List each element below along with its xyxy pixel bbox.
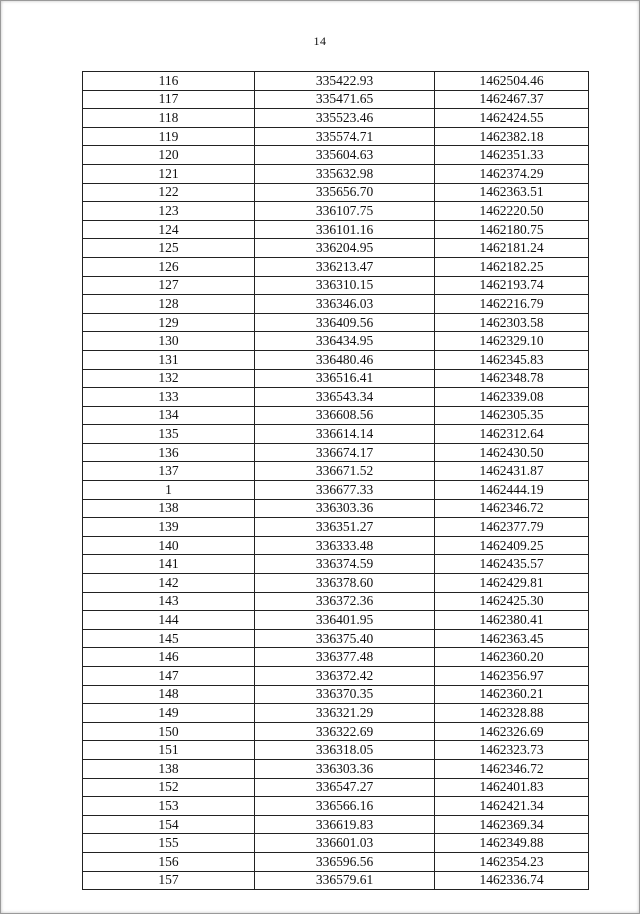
table-row (83, 276, 589, 295)
x-coordinate-cell: 336619.83 (255, 815, 435, 834)
table-row (83, 741, 589, 760)
x-coordinate-cell: 336601.03 (255, 834, 435, 853)
x-coordinate-cell: 336671.52 (255, 462, 435, 481)
x-coordinate-cell: 336409.56 (255, 313, 435, 332)
point-number-cell: 121 (83, 164, 255, 183)
y-coordinate-cell: 1462345.83 (435, 350, 589, 369)
point-number-cell: 142 (83, 574, 255, 593)
y-coordinate-cell: 1462339.08 (435, 388, 589, 407)
y-coordinate-cell: 1462329.10 (435, 332, 589, 351)
y-coordinate-cell: 1462401.83 (435, 778, 589, 797)
point-number-cell: 143 (83, 592, 255, 611)
table-row (83, 425, 589, 444)
point-number-cell: 141 (83, 555, 255, 574)
y-coordinate-cell: 1462363.45 (435, 629, 589, 648)
x-coordinate-cell: 336303.36 (255, 759, 435, 778)
table-row (83, 313, 589, 332)
y-coordinate-cell: 1462431.87 (435, 462, 589, 481)
point-number-cell: 124 (83, 220, 255, 239)
x-coordinate-cell: 336614.14 (255, 425, 435, 444)
x-coordinate-cell: 335574.71 (255, 127, 435, 146)
y-coordinate-cell: 1462421.34 (435, 797, 589, 816)
x-coordinate-cell: 336677.33 (255, 481, 435, 500)
y-coordinate-cell: 1462349.88 (435, 834, 589, 853)
table-row (83, 536, 589, 555)
point-number-cell: 128 (83, 295, 255, 314)
y-coordinate-cell: 1462369.34 (435, 815, 589, 834)
point-number-cell: 134 (83, 406, 255, 425)
x-coordinate-cell: 336543.34 (255, 388, 435, 407)
x-coordinate-cell: 336303.36 (255, 499, 435, 518)
x-coordinate-cell: 336401.95 (255, 611, 435, 630)
y-coordinate-cell: 1462181.24 (435, 239, 589, 258)
x-coordinate-cell: 335422.93 (255, 72, 435, 91)
table-row (83, 369, 589, 388)
point-number-cell: 118 (83, 109, 255, 128)
table-row (83, 629, 589, 648)
point-number-cell: 138 (83, 759, 255, 778)
point-number-cell: 127 (83, 276, 255, 295)
point-number-cell: 154 (83, 815, 255, 834)
table-row (83, 518, 589, 537)
y-coordinate-cell: 1462193.74 (435, 276, 589, 295)
y-coordinate-cell: 1462220.50 (435, 202, 589, 221)
y-coordinate-cell: 1462424.55 (435, 109, 589, 128)
point-number-cell: 122 (83, 183, 255, 202)
x-coordinate-cell: 336480.46 (255, 350, 435, 369)
table-row (83, 220, 589, 239)
point-number-cell: 133 (83, 388, 255, 407)
point-number-cell: 156 (83, 852, 255, 871)
y-coordinate-cell: 1462336.74 (435, 871, 589, 890)
point-number-cell: 116 (83, 72, 255, 91)
x-coordinate-cell: 336375.40 (255, 629, 435, 648)
x-coordinate-cell: 336101.16 (255, 220, 435, 239)
point-number-cell: 131 (83, 350, 255, 369)
table-row (83, 257, 589, 276)
table-row (83, 871, 589, 890)
point-number-cell: 150 (83, 722, 255, 741)
point-number-cell: 152 (83, 778, 255, 797)
point-number-cell: 149 (83, 704, 255, 723)
x-coordinate-cell: 336346.03 (255, 295, 435, 314)
x-coordinate-cell: 336674.17 (255, 443, 435, 462)
point-number-cell: 120 (83, 146, 255, 165)
x-coordinate-cell: 336107.75 (255, 202, 435, 221)
x-coordinate-cell: 335471.65 (255, 90, 435, 109)
x-coordinate-cell: 336351.27 (255, 518, 435, 537)
point-number-cell: 132 (83, 369, 255, 388)
x-coordinate-cell: 335604.63 (255, 146, 435, 165)
x-coordinate-cell: 336378.60 (255, 574, 435, 593)
x-coordinate-cell: 336579.61 (255, 871, 435, 890)
point-number-cell: 151 (83, 741, 255, 760)
point-number-cell: 155 (83, 834, 255, 853)
y-coordinate-cell: 1462444.19 (435, 481, 589, 500)
table-row (83, 722, 589, 741)
point-number-cell: 153 (83, 797, 255, 816)
table-row (83, 592, 589, 611)
x-coordinate-cell: 335523.46 (255, 109, 435, 128)
table-row (83, 555, 589, 574)
table-row (83, 481, 589, 500)
x-coordinate-cell: 336374.59 (255, 555, 435, 574)
table-row (83, 90, 589, 109)
table-row (83, 350, 589, 369)
table-row (83, 648, 589, 667)
x-coordinate-cell: 336516.41 (255, 369, 435, 388)
x-coordinate-cell: 336566.16 (255, 797, 435, 816)
y-coordinate-cell: 1462180.75 (435, 220, 589, 239)
table-row (83, 685, 589, 704)
y-coordinate-cell: 1462346.72 (435, 759, 589, 778)
x-coordinate-cell: 336322.69 (255, 722, 435, 741)
point-number-cell: 126 (83, 257, 255, 276)
x-coordinate-cell: 336372.42 (255, 667, 435, 686)
x-coordinate-cell: 336310.15 (255, 276, 435, 295)
y-coordinate-cell: 1462363.51 (435, 183, 589, 202)
page-number: 14 (313, 34, 327, 48)
y-coordinate-cell: 1462504.46 (435, 72, 589, 91)
point-number-cell: 145 (83, 629, 255, 648)
point-number-cell: 135 (83, 425, 255, 444)
point-number-cell: 139 (83, 518, 255, 537)
table-row (83, 462, 589, 481)
point-number-cell: 125 (83, 239, 255, 258)
y-coordinate-cell: 1462430.50 (435, 443, 589, 462)
point-number-cell: 130 (83, 332, 255, 351)
y-coordinate-cell: 1462467.37 (435, 90, 589, 109)
y-coordinate-cell: 1462429.81 (435, 574, 589, 593)
table-row (83, 852, 589, 871)
coordinate-table-body (83, 72, 589, 890)
point-number-cell: 147 (83, 667, 255, 686)
table-row (83, 406, 589, 425)
point-number-cell: 146 (83, 648, 255, 667)
x-coordinate-cell: 336377.48 (255, 648, 435, 667)
y-coordinate-cell: 1462323.73 (435, 741, 589, 760)
table-row (83, 239, 589, 258)
table-row (83, 295, 589, 314)
y-coordinate-cell: 1462182.25 (435, 257, 589, 276)
x-coordinate-cell: 336596.56 (255, 852, 435, 871)
y-coordinate-cell: 1462356.97 (435, 667, 589, 686)
point-number-cell: 136 (83, 443, 255, 462)
point-number-cell: 1 (83, 481, 255, 500)
point-number-cell: 144 (83, 611, 255, 630)
point-number-cell: 123 (83, 202, 255, 221)
table-row (83, 574, 589, 593)
table-row (83, 759, 589, 778)
y-coordinate-cell: 1462312.64 (435, 425, 589, 444)
point-number-cell: 129 (83, 313, 255, 332)
table-row (83, 109, 589, 128)
table-row (83, 388, 589, 407)
table-row (83, 127, 589, 146)
y-coordinate-cell: 1462377.79 (435, 518, 589, 537)
x-coordinate-cell: 336372.36 (255, 592, 435, 611)
y-coordinate-cell: 1462351.33 (435, 146, 589, 165)
table-row (83, 443, 589, 462)
table-row (83, 183, 589, 202)
point-number-cell: 138 (83, 499, 255, 518)
x-coordinate-cell: 336370.35 (255, 685, 435, 704)
y-coordinate-cell: 1462382.18 (435, 127, 589, 146)
table-row (83, 797, 589, 816)
x-coordinate-cell: 336204.95 (255, 239, 435, 258)
point-number-cell: 117 (83, 90, 255, 109)
x-coordinate-cell: 336213.47 (255, 257, 435, 276)
y-coordinate-cell: 1462374.29 (435, 164, 589, 183)
y-coordinate-cell: 1462435.57 (435, 555, 589, 574)
coordinate-table (82, 71, 589, 890)
x-coordinate-cell: 335632.98 (255, 164, 435, 183)
table-row (83, 499, 589, 518)
table-row (83, 611, 589, 630)
y-coordinate-cell: 1462326.69 (435, 722, 589, 741)
y-coordinate-cell: 1462425.30 (435, 592, 589, 611)
y-coordinate-cell: 1462346.72 (435, 499, 589, 518)
y-coordinate-cell: 1462409.25 (435, 536, 589, 555)
x-coordinate-cell: 336333.48 (255, 536, 435, 555)
table-row (83, 834, 589, 853)
point-number-cell: 140 (83, 536, 255, 555)
table-row (83, 704, 589, 723)
y-coordinate-cell: 1462360.21 (435, 685, 589, 704)
table-row (83, 778, 589, 797)
point-number-cell: 119 (83, 127, 255, 146)
y-coordinate-cell: 1462380.41 (435, 611, 589, 630)
table-row (83, 146, 589, 165)
x-coordinate-cell: 336434.95 (255, 332, 435, 351)
y-coordinate-cell: 1462303.58 (435, 313, 589, 332)
y-coordinate-cell: 1462354.23 (435, 852, 589, 871)
point-number-cell: 148 (83, 685, 255, 704)
y-coordinate-cell: 1462360.20 (435, 648, 589, 667)
x-coordinate-cell: 336608.56 (255, 406, 435, 425)
table-row (83, 667, 589, 686)
x-coordinate-cell: 336321.29 (255, 704, 435, 723)
table-row (83, 815, 589, 834)
table-row (83, 332, 589, 351)
x-coordinate-cell: 336547.27 (255, 778, 435, 797)
table-row (83, 72, 589, 91)
table-row (83, 164, 589, 183)
x-coordinate-cell: 335656.70 (255, 183, 435, 202)
y-coordinate-cell: 1462216.79 (435, 295, 589, 314)
point-number-cell: 137 (83, 462, 255, 481)
x-coordinate-cell: 336318.05 (255, 741, 435, 760)
y-coordinate-cell: 1462305.35 (435, 406, 589, 425)
point-number-cell: 157 (83, 871, 255, 890)
y-coordinate-cell: 1462328.88 (435, 704, 589, 723)
y-coordinate-cell: 1462348.78 (435, 369, 589, 388)
table-row (83, 202, 589, 221)
